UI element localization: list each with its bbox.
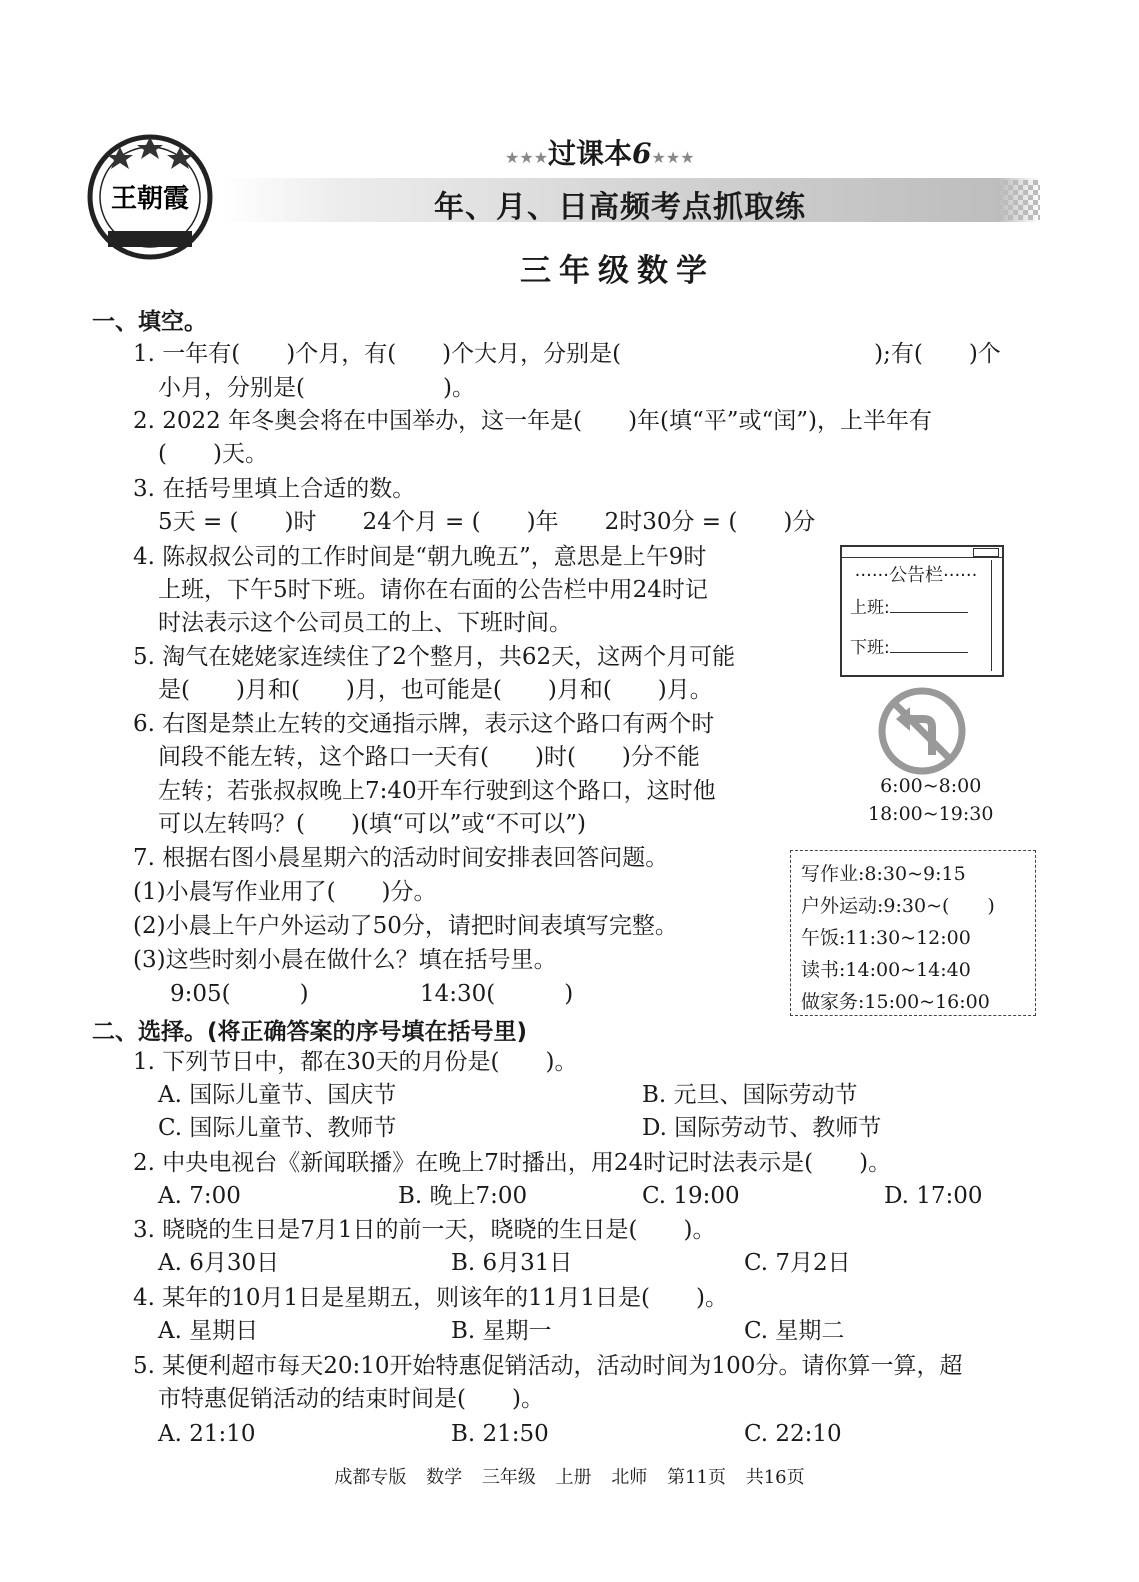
q6-line3: 左转；若张叔叔晚上7:40开车行驶到这个路口，这时他 [158,778,716,804]
choice-q5-line2: 市特惠促销活动的结束时间是( )。 [158,1386,544,1412]
choice-q3-opt-c: C. 7月2日 [744,1250,851,1276]
q5-line2: 是( )月和( )月，也可能是( )月和( )月。 [158,677,713,703]
page-footer [0,1463,1139,1489]
section-heading-choice: 二、选择。(将正确答案的序号填在括号里) [92,1019,528,1045]
stars-icon: ★★★ [651,148,695,167]
q7-sub3: (3)这些时刻小晨在做什么？填在括号里。 [133,947,557,973]
page-subtitle: 三年级数学 [520,253,715,289]
logo-text: 王朝霞 [110,184,190,214]
q1-line1: 1. 一年有( )个月，有( )个大月，分别是( );有( )个 [133,341,1001,367]
footer-publisher: 北师 [611,1467,648,1488]
window-buttons-icon [973,548,999,557]
choice-q4-opt-c: C. 星期二 [744,1318,845,1344]
choice-q3-opt-b: B. 6月31日 [451,1250,573,1276]
footer-volume: 上册 [555,1467,592,1488]
footer-grade: 三年级 [481,1467,536,1488]
page-title: 年、月、日高频考点抓取练 [434,190,806,225]
choice-q1: 1. 下列节日中，都在30天的月份是( )。 [133,1049,578,1075]
publisher-logo [80,125,220,265]
choice-q1-opt-c: C. 国际儿童节、教师节 [158,1115,397,1141]
q5-line1: 5. 淘气在姥姥家连续住了2个整月，共62天，这两个月可能 [133,644,736,670]
choice-q5-line1: 5. 某便利超市每天20:10开始特惠促销活动，活动时间为100分。请你算一算，超 [133,1353,963,1379]
schedule-table [790,850,1036,1016]
choice-q2-opt-a: A. 7:00 [158,1183,241,1209]
series-number: 6 [632,137,652,170]
footer-total: 共16页 [745,1467,805,1488]
q4-line3: 时法表示这个公司员工的上、下班时间。 [158,610,572,636]
q6-line2: 间段不能左转，这个路口一天有( )时( )分不能 [158,744,700,770]
section-heading-fill: 一、填空。 [92,309,207,335]
schedule-item: 午饭:11:30~12:00 [801,927,971,949]
q7-time-a: 9:05( ) [170,981,309,1007]
q7-time-b: 14:30( ) [420,981,574,1007]
schedule-item: 户外运动:9:30~( ) [801,895,995,917]
stars-icon: ★★★ [505,148,549,167]
footer-subject: 数学 [426,1467,463,1488]
q3-line2: 5天 = ( )时 24个月 = ( )年 2时30分 = ( )分 [158,509,816,535]
ribbon-pattern [998,180,1040,220]
choice-q1-opt-d: D. 国际劳动节、教师节 [642,1115,882,1141]
choice-q5-opt-b: B. 21:50 [451,1421,549,1447]
choice-q2-opt-d: D. 17:00 [884,1183,983,1209]
notice-title: ······公告栏······ [854,565,978,586]
choice-q3: 3. 晓晓的生日是7月1日的前一天，晓晓的生日是( )。 [133,1217,716,1243]
notice-titlebar [842,547,1002,558]
q2-line2: ( )天。 [158,441,268,467]
choice-q2-opt-c: C. 19:00 [642,1183,740,1209]
notice-on-label: 上班: [850,593,968,618]
q7-sub2: (2)小晨上午户外运动了50分，请把时间表填写完整。 [133,913,678,939]
choice-q3-opt-a: A. 6月30日 [158,1250,280,1276]
schedule-item: 读书:14:00~14:40 [801,959,971,981]
choice-q5-opt-a: A. 21:10 [158,1421,256,1447]
q2-line1: 2. 2022 年冬奥会将在中国举办，这一年是( )年(填“平”或“闰”)，上半年有 [133,408,933,434]
choice-q4-opt-b: B. 星期一 [451,1318,552,1344]
footer-page: 第11页 [667,1467,726,1488]
notice-scrollbar [991,560,1000,671]
series-label [505,132,695,172]
schedule-item: 做家务:15:00~16:00 [801,991,990,1013]
q7-line1: 7. 根据右图小晨星期六的活动时间安排表回答问题。 [133,845,669,871]
sign-time-2: 18:00~19:30 [868,803,994,825]
sign-times [868,772,993,828]
q1-line2: 小月，分别是( )。 [158,375,475,401]
q6-line1: 6. 右图是禁止左转的交通指示牌，表示这个路口有两个时 [133,711,715,737]
footer-edition: 成都专版 [334,1467,407,1488]
choice-q4-opt-a: A. 星期日 [158,1318,259,1344]
sign-time-1: 6:00~8:00 [880,775,982,797]
choice-q2: 2. 中央电视台《新闻联播》在晚上7时播出，用24时记时法表示是( )。 [133,1150,892,1176]
choice-q1-opt-b: B. 元旦、国际劳动节 [642,1082,858,1108]
q7-sub1: (1)小晨写作业用了( )分。 [133,879,437,905]
choice-q4: 4. 某年的10月1日是星期五，则该年的11月1日是( )。 [133,1285,729,1311]
q6-line4: 可以左转吗？( )(填“可以”或“不可以”) [158,811,586,837]
choice-q2-opt-b: B. 晚上7:00 [398,1183,528,1209]
notice-board [840,545,1004,677]
notice-off-label: 下班: [850,633,968,658]
q4-line2: 上班，下午5时下班。请你在右面的公告栏中用24时记 [158,577,708,603]
schedule-item: 写作业:8:30~9:15 [801,863,966,885]
choice-q5-opt-c: C. 22:10 [744,1421,842,1447]
series-name: 过课本 [548,137,633,170]
no-left-turn-icon [876,685,968,777]
q4-line1: 4. 陈叔叔公司的工作时间是“朝九晚五”，意思是上午9时 [133,544,707,570]
q3-line1: 3. 在括号里填上合适的数。 [133,476,416,502]
choice-q1-opt-a: A. 国际儿童节、国庆节 [158,1082,397,1108]
